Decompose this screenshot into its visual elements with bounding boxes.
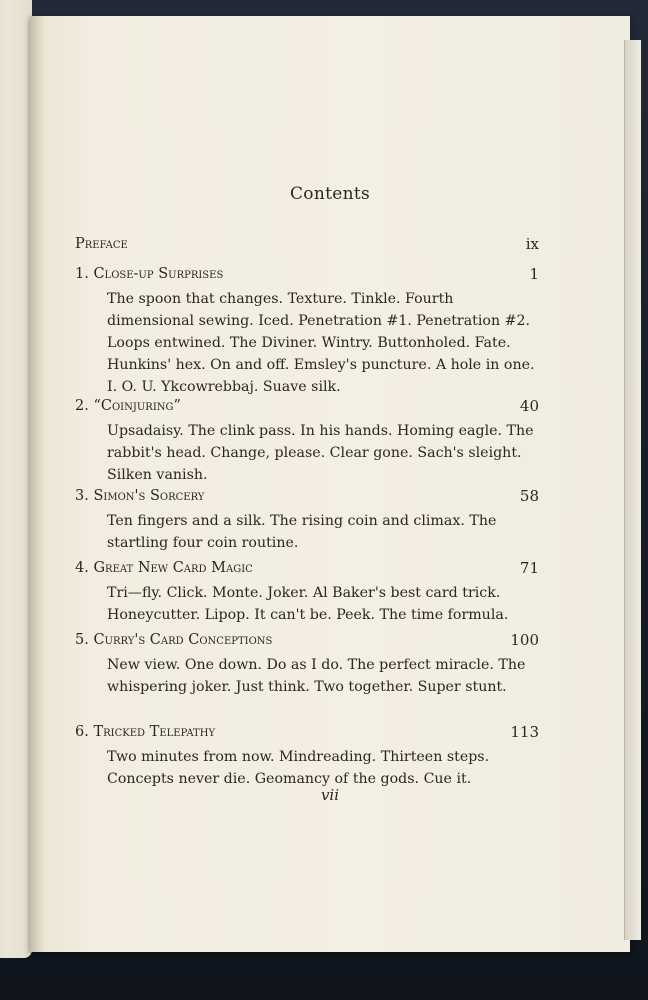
toc-entry-chapter-4 — [75, 556, 545, 626]
chapter-number: 4. — [75, 560, 89, 576]
page-gutter-shadow — [30, 16, 44, 952]
chapter-number: 1. — [75, 266, 89, 282]
toc-entry-label: Preface — [75, 236, 128, 252]
toc-entry-preface — [75, 232, 545, 256]
toc-page-number: 100 — [510, 631, 539, 649]
toc-page-number: 58 — [519, 487, 539, 505]
chapter-description: The spoon that changes. Texture. Tinkle. Fourth dimensional sewing. Iced. Penetration #1. Penetration #2. Loops entwined. The Diviner. Wintry. Buttonholed. Fate. Hunkins' hex. On and off. Emsley's puncture. A hole in one. I. O. U. Ykcowrebbaj. Suave silk. — [107, 291, 535, 395]
toc-page-number: 40 — [519, 397, 539, 415]
chapter-number: 5. — [75, 632, 89, 648]
chapter-number: 6. — [75, 724, 89, 740]
chapter-number: 2. — [75, 398, 89, 414]
chapter-description: New view. One down. Do as I do. The perfect miracle. The whispering joker. Just think. Two together. Super stunt. — [107, 657, 526, 695]
chapter-number: 3. — [75, 488, 89, 504]
toc-entry-label — [75, 628, 272, 652]
chapter-description: Upsadaisy. The clink pass. In his hands. Homing eagle. The rabbit's head. Change, please. Clear gone. Sach's sleight. Silken vanish. — [107, 423, 534, 483]
facing-page-edge — [0, 0, 32, 958]
toc-entry-chapter-3 — [75, 484, 545, 554]
toc-entry-label — [75, 720, 215, 744]
toc-entry-label — [75, 484, 204, 508]
chapter-title: “Coinjuring” — [93, 398, 181, 414]
toc-entry-label — [75, 262, 223, 286]
page-title: Contents — [290, 184, 370, 204]
show-through-text — [305, 82, 310, 106]
toc-entry-chapter-6 — [75, 720, 545, 790]
chapter-description: Ten fingers and a silk. The rising coin and climax. The startling four coin routine. — [107, 513, 497, 551]
page-folio: vii — [320, 786, 340, 804]
toc-page-number: 71 — [519, 559, 539, 577]
toc-page-number: 1 — [529, 265, 539, 283]
toc-entry-label — [75, 556, 253, 580]
chapter-title: Simon's Sorcery — [93, 488, 205, 504]
toc-page-number: ix — [525, 235, 539, 253]
chapter-title: Curry's Card Conceptions — [93, 632, 273, 648]
chapter-title: Close-up Surprises — [93, 266, 224, 282]
chapter-description: Tri—fly. Click. Monte. Joker. Al Baker's best card trick. Honeycutter. Lipop. It can't be. Peek. The time formula. — [107, 585, 509, 623]
chapter-description: Two minutes from now. Mindreading. Thirteen steps. Concepts never die. Geomancy of the gods. Cue it. — [107, 749, 490, 787]
chapter-title: Great New Card Magic — [93, 560, 253, 576]
toc-entry-label — [75, 394, 181, 418]
toc-entry-chapter-5 — [75, 628, 545, 698]
toc-entry-chapter-2 — [75, 394, 545, 486]
chapter-title: Tricked Telepathy — [93, 724, 216, 740]
toc-entry-chapter-1 — [75, 262, 545, 398]
toc-page-number: 113 — [510, 723, 539, 741]
page-stack-edge — [624, 40, 641, 940]
